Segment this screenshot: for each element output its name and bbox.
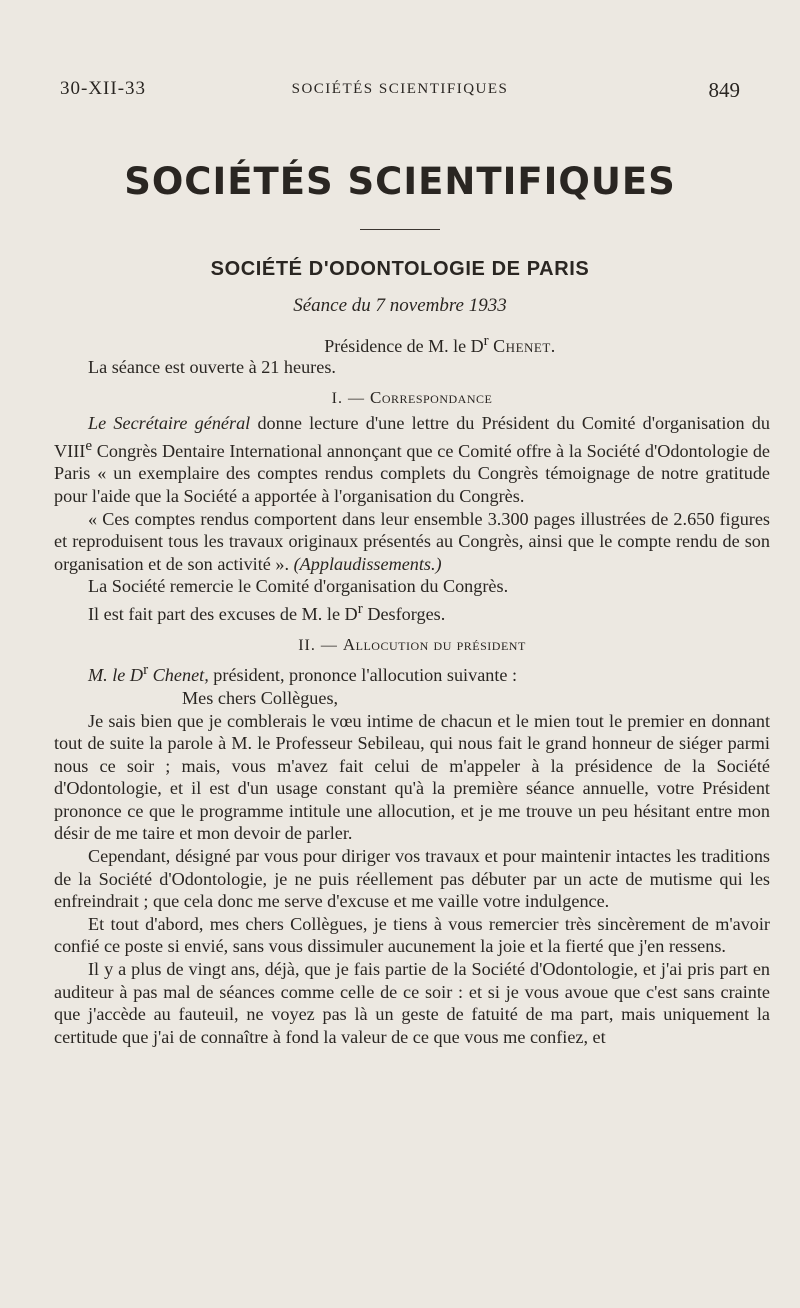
section-2-numeral: II. — — [298, 636, 343, 654]
header-running-title: SOCIÉTÉS SCIENTIFIQUES — [291, 81, 509, 97]
section-heading-1 — [54, 387, 770, 411]
presidence-line — [0, 333, 800, 357]
para1-sup: e — [85, 436, 93, 454]
page-number: 849 — [708, 78, 740, 102]
para5-italic-name: Chenet, — [148, 665, 209, 686]
running-header — [60, 78, 740, 110]
para1-text2: Congrès Dentaire International annonçant que ce Comité offre à la Société d'Odontologie de Paris « un exemplaire des comptes rendus complets du Congrès témoignage de notre gratitude pour l'aide que la Société a apportée à l'organisation du Congrès. — [54, 440, 770, 507]
paragraph-8: Et tout d'abord, mes chers Collègues, je tiens à vous remercier très sincèrement de m'avoir confié ce poste si envié, sans vous dissimuler aucunement la joie et la fierté que j'en ressens. — [54, 913, 770, 957]
para4-sup: r — [357, 600, 363, 617]
paragraph-6: Je sais bien que je comblerais le vœu intime de chacun et le mien tout le premier en donnant tout de suite la parole à M. le Professeur Sebileau, qui nous fait le grand honneur de siéger parmi nous ce soir ; mais, vous m'avez fait celui de m'appeler à la présidence de la Société d'Odontologie, et il est d'un usage constant qu'à la première séance annuelle, votre Président prononce ce que le programme intitule une allocution, et je me trouve un peu hésitant entre mon désir de me taire et mon devoir de parler. — [54, 710, 770, 844]
opening-line: La séance est ouverte à 21 heures. — [88, 357, 336, 377]
greeting: Mes chers Collègues, — [182, 687, 339, 708]
paragraph-2 — [54, 508, 770, 576]
section-1-title: Correspondance — [369, 387, 493, 407]
para4-suffix: Desforges. — [362, 604, 446, 625]
para5-sup: r — [143, 661, 149, 679]
header-date: 30-XII-33 — [60, 78, 147, 99]
seance-date: Séance du 7 novembre 1933 — [293, 295, 507, 316]
para4-prefix: Il est fait part des excuses de M. le D — [88, 604, 358, 625]
para2-text: « Ces comptes rendus comportent dans leur ensemble 3.300 pages illustrées de 2.650 figures et reproduisent tous les travaux originaux présentés au Congrès, ainsi que le compte rendu de son organisation et de son activité ». — [54, 508, 770, 574]
para5-text: président, prononce l'allocution suivante : — [208, 665, 518, 686]
paragraph-3: La Société remercie le Comité d'organisation du Congrès. — [88, 576, 509, 597]
body-text — [54, 356, 770, 1048]
section-2-title: Allocution du président — [342, 634, 526, 654]
society-title: SOCIÉTÉ D'ODONTOLOGIE DE PARIS — [210, 258, 590, 280]
title-rule — [360, 229, 440, 230]
main-title: SOCIÉTÉS SCIENTIFIQUES — [124, 160, 676, 203]
para5-italic-prefix: M. le D — [88, 665, 144, 686]
section-1-numeral: I. — — [331, 389, 370, 407]
paragraph-1 — [54, 412, 770, 507]
paragraph-7: Cependant, désigné par vous pour diriger vos travaux et pour maintenir intactes les traditions de la Société d'Odontologie, je ne puis réellement pas débuter par un acte de mutisme qui les enfreindrait ; que cela donc me serve d'excuse et me vaille votre indulgence. — [54, 846, 770, 912]
presidence-prefix: Présidence de M. le D — [324, 336, 484, 356]
section-heading-2 — [54, 634, 770, 658]
presidence-name: Chenet. — [493, 336, 556, 356]
para2-italic: (Applaudissements.) — [293, 553, 442, 574]
paragraph-5 — [54, 659, 770, 687]
paragraph-9: Il y a plus de vingt ans, déjà, que je fais partie de la Société d'Odontologie, et j'ai pris part en auditeur à pas mal de séances comme celle de ce soir : et si je vous avoue que c'est sans crainte que j'accède au fauteuil, ne voyez pas là un geste de fatuité de ma part, mais uniquement la certitude que j'ai de connaître à fond la valeur de ce que vous me confiez, et — [54, 959, 770, 1047]
para1-text1: donne lecture d'une lettre du Président du Comité d'organisation du VIII — [54, 413, 770, 461]
presidence-sup: r — [483, 333, 489, 349]
para1-italic: Le Secrétaire général — [88, 413, 251, 434]
paragraph-4 — [54, 598, 770, 626]
